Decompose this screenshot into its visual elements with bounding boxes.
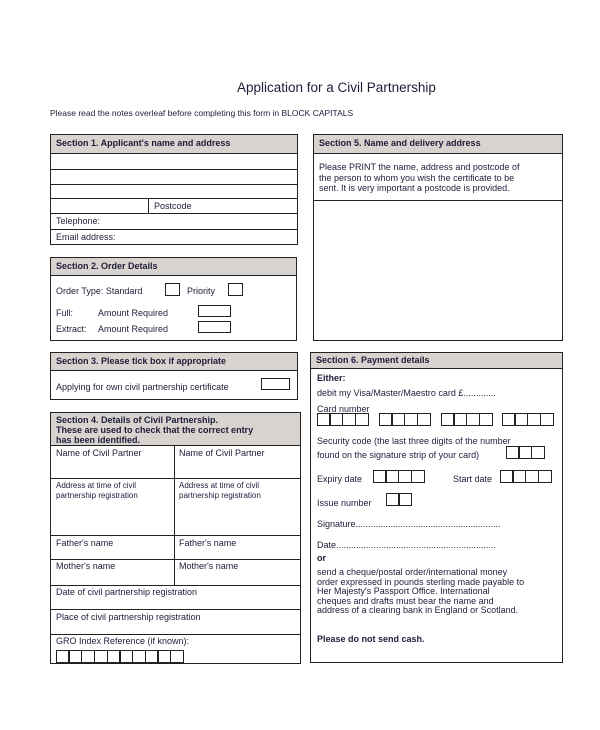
partner-1-address-field[interactable] <box>56 481 138 501</box>
issue-number-input[interactable] <box>387 493 412 506</box>
full-amount-input[interactable] <box>198 305 231 317</box>
signature-field[interactable]: Signature.......................................................... <box>317 519 501 529</box>
cheque-instructions <box>317 568 524 616</box>
notice: Please read the notes overleaf before completing this form in BLOCK CAPITALS <box>50 108 354 118</box>
no-cash-notice: Please do not send cash. <box>317 634 425 644</box>
expiry-date-label: Expiry date <box>317 474 363 484</box>
extract-amount-input[interactable] <box>198 321 231 333</box>
card-number-group-2[interactable] <box>380 413 431 426</box>
gro-reference-input[interactable] <box>57 650 184 663</box>
partner-2-father-field[interactable]: Father's name <box>179 538 237 548</box>
partner-1-father-field[interactable]: Father's name <box>56 538 114 548</box>
partner-1-mother-field[interactable]: Mother's name <box>56 561 116 571</box>
debit-card-amount[interactable]: debit my Visa/Master/Maestro card £............. <box>317 388 496 398</box>
card-number-group-4[interactable] <box>503 413 554 426</box>
gro-reference-label: GRO Index Reference (if known): <box>56 636 190 646</box>
section-3 <box>50 352 298 400</box>
section-5 <box>313 134 563 341</box>
security-code-input[interactable] <box>507 446 545 459</box>
section-4-note-cont: has been identified. <box>56 435 141 445</box>
delivery-address-area[interactable] <box>314 200 562 340</box>
standard-checkbox[interactable] <box>165 283 180 296</box>
section-4-note: These are used to check that the correct entry <box>56 425 254 435</box>
full-label: Full: <box>56 308 74 318</box>
address-label: Address at time of civil <box>179 481 260 490</box>
instruction-line: sent. It is very important a postcode is provided. <box>319 183 510 193</box>
section-3-header: Section 3. Please tick box if appropriate <box>51 353 297 371</box>
or-label: or <box>317 553 326 563</box>
instruction-line: Please PRINT the name, address and postcode of <box>319 162 520 172</box>
section-1-header: Section 1. Applicant's name and address <box>51 135 297 154</box>
email-field[interactable]: Email address: <box>56 232 116 242</box>
partner-1-name-field[interactable]: Name of Civil Partner <box>56 448 142 458</box>
address-label-cont: partnership registration <box>56 491 138 500</box>
telephone-field[interactable]: Telephone: <box>56 216 101 226</box>
section-6-header: Section 6. Payment details <box>311 353 562 369</box>
either-label: Either: <box>317 373 346 383</box>
expiry-date-input[interactable] <box>374 470 425 483</box>
section-2-header: Section 2. Order Details <box>51 258 296 276</box>
security-code-label: Security code (the last three digits of the number <box>317 436 511 446</box>
instruction-line: the person to whom you wish the certificate to be <box>319 172 515 183</box>
priority-label: Priority <box>187 286 216 296</box>
partner-2-mother-field[interactable]: Mother's name <box>179 561 239 571</box>
section-2 <box>50 257 297 341</box>
address-line-2[interactable] <box>51 169 297 184</box>
section-4-title: Section 4. Details of Civil Partnership. <box>56 415 219 425</box>
section-5-instructions <box>319 162 519 194</box>
address-label: Address at time of civil <box>56 481 137 490</box>
cheque-line: order expressed in pounds sterling made payable to <box>317 576 525 587</box>
card-number-group-1[interactable] <box>318 413 369 426</box>
issue-number-label: Issue number <box>317 498 372 508</box>
card-number-label: Card number <box>317 404 370 414</box>
address-label-cont: partnership registration <box>179 491 261 500</box>
extract-label: Extract: <box>56 324 87 334</box>
section-1 <box>50 134 298 245</box>
security-code-label-cont: found on the signature strip of your card) <box>317 450 480 460</box>
section-6 <box>310 352 563 663</box>
partner-2-address-field[interactable] <box>179 481 261 501</box>
address-line-1[interactable] <box>51 153 297 169</box>
postcode-label: Postcode <box>154 201 192 211</box>
cheque-line: send a cheque/postal order/international money <box>317 567 508 577</box>
registration-date-field[interactable]: Date of civil partnership registration <box>56 587 198 597</box>
cheque-line: cheques and drafts must bear the name and <box>317 595 494 606</box>
card-number-group-3[interactable] <box>442 413 493 426</box>
address-line-3[interactable] <box>51 184 297 198</box>
order-type-standard-label: Order Type: Standard <box>56 286 143 296</box>
full-amount-label: Amount Required <box>98 308 169 318</box>
own-certificate-checkbox[interactable] <box>261 378 290 390</box>
section-4 <box>50 412 301 664</box>
start-date-label: Start date <box>453 474 493 484</box>
start-date-input[interactable] <box>501 470 552 483</box>
extract-amount-label: Amount Required <box>98 324 169 334</box>
own-certificate-label: Applying for own civil partnership certificate <box>56 382 229 392</box>
section-5-header: Section 5. Name and delivery address <box>314 135 562 154</box>
cheque-line: address of a clearing bank in England or Scotland. <box>317 605 519 615</box>
priority-checkbox[interactable] <box>228 283 243 296</box>
section-4-header <box>51 413 300 446</box>
registration-place-field[interactable]: Place of civil partnership registration <box>56 612 201 622</box>
page-title: Application for a Civil Partnership <box>237 80 436 95</box>
partner-2-name-field[interactable]: Name of Civil Partner <box>179 448 265 458</box>
payment-date-field[interactable]: Date................................................................ <box>317 540 497 550</box>
cheque-line: Her Majesty's Passport Office. International <box>317 586 490 596</box>
